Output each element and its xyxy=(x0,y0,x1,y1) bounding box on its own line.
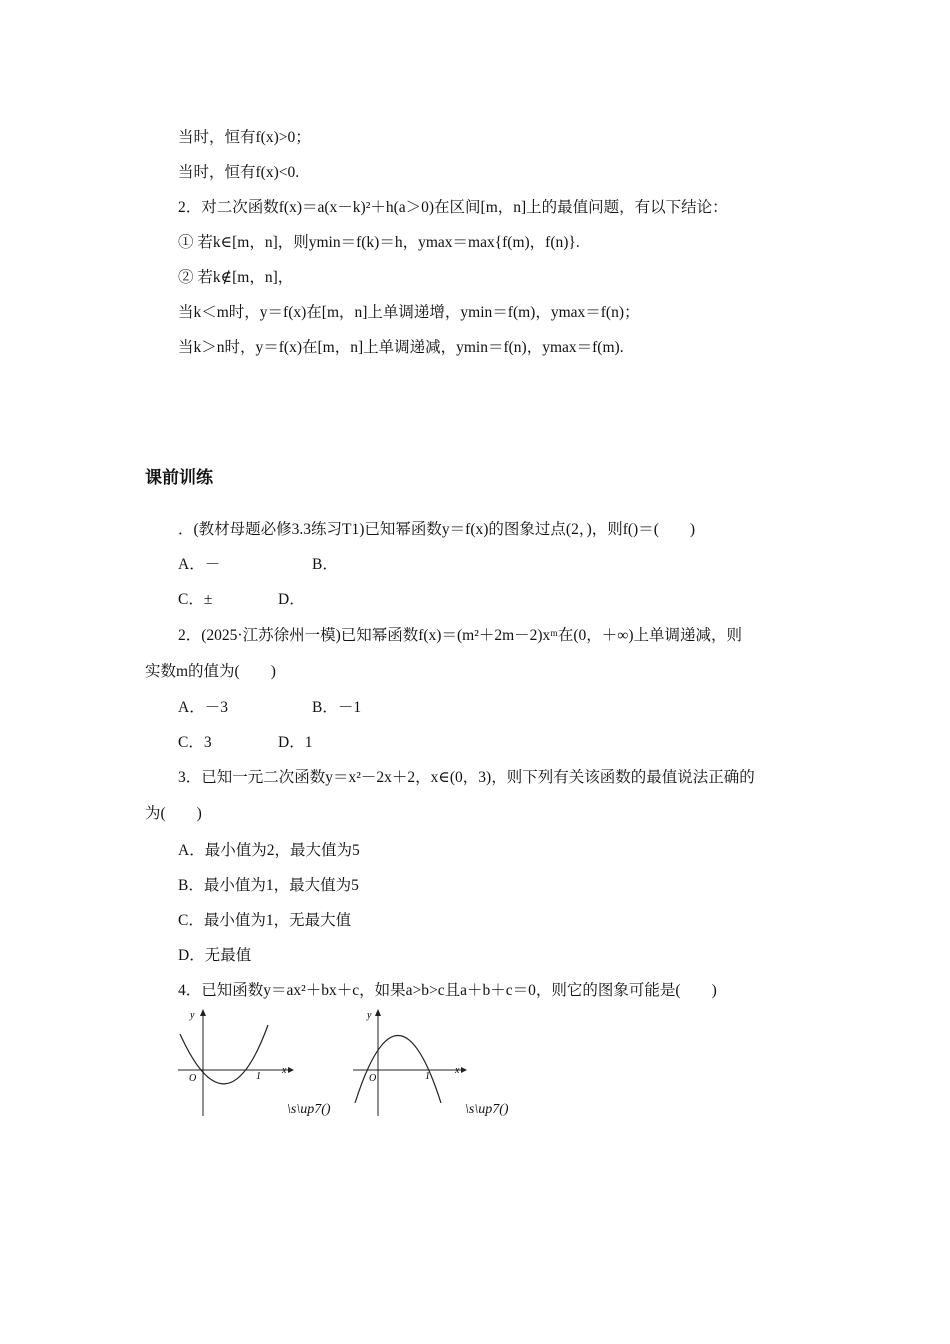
q1-stem: ．(教材母题必修3.3练习T1)已知幂函数y＝f(x)的图象过点(2，)，则f()＝( ) xyxy=(178,521,696,538)
q2-option-c: C．3 xyxy=(178,734,212,751)
q3-stem-line-2: 为( ) xyxy=(145,805,202,822)
q2-stem-line-1: 2．(2025·江苏徐州一模)已知幂函数f(x)＝(m²＋2m－2)xᵐ在(0，＋∞)上单调递减，则 xyxy=(178,627,743,644)
q3-option-c: C．最小值为1，无最大值 xyxy=(178,912,352,929)
note-case-1: ① 若k∈[m，n]，则ymin＝f(k)＝h，ymax＝max{f(m)，f(n)}. xyxy=(178,234,580,251)
tick-label: 1 xyxy=(425,1071,430,1082)
note-case-2a: 当k＜m时，y＝f(x)在[m，n]上单调递增，ymin＝f(m)，ymax＝f(n)； xyxy=(178,304,640,321)
note-line-2: 当时，恒有f(x)<0. xyxy=(178,164,300,181)
note-item-2: 2．对二次函数f(x)＝a(x－k)²＋h(a＞0)在区间[m，n]上的最值问题，有以下结论： xyxy=(178,199,728,216)
q3-option-d: D．无最值 xyxy=(178,947,252,964)
y-axis-arrow xyxy=(375,1009,381,1016)
q2-option-a: A．－3 xyxy=(178,699,228,716)
note-case-2: ② 若k∉[m，n]， xyxy=(178,269,294,286)
q4-stem: 4．已知函数y＝ax²＋bx＋c，如果a>b>c且a＋b＋c＝0，则它的图象可能是( ) xyxy=(178,982,717,999)
q3-option-a: A．最小值为2，最大值为5 xyxy=(178,842,360,859)
tick-label: 1 xyxy=(256,1071,261,1082)
q4-graph-1-caption: \s\up7() xyxy=(287,1102,331,1117)
origin-label: O xyxy=(189,1073,197,1084)
parabola-curve xyxy=(355,1036,441,1104)
section-title: 课前训练 xyxy=(145,468,213,488)
q2-option-b: B．－1 xyxy=(312,699,362,716)
x-axis-label: x xyxy=(455,1065,460,1076)
q4-graph-2-caption: \s\up7() xyxy=(465,1102,509,1117)
q2-stem-line-2: 实数m的值为( ) xyxy=(145,663,276,680)
x-axis-arrow xyxy=(461,1067,467,1073)
q1-option-d: D． xyxy=(278,591,305,608)
x-axis-arrow xyxy=(288,1067,294,1073)
origin-label: O xyxy=(369,1073,377,1084)
q3-option-b: B．最小值为1，最大值为5 xyxy=(178,877,359,894)
note-case-2b: 当k＞n时，y＝f(x)在[m，n]上单调递减，ymin＝f(n)，ymax＝f(m). xyxy=(178,339,624,356)
y-axis-label: y xyxy=(190,1010,195,1021)
q2-option-d: D．1 xyxy=(278,734,313,751)
q4-graph-2 xyxy=(345,1008,470,1125)
q1-option-b: B． xyxy=(312,556,338,573)
q1-option-c: C．± xyxy=(178,591,213,608)
q4-graph-1 xyxy=(170,1008,295,1125)
y-axis-arrow xyxy=(200,1009,206,1016)
y-axis-label: y xyxy=(367,1010,372,1021)
q1-option-a: A．－ xyxy=(178,556,221,573)
x-axis-label: x xyxy=(282,1065,287,1076)
note-line-1: 当时，恒有f(x)>0； xyxy=(178,129,311,146)
q3-stem-line-1: 3．已知一元二次函数y＝x²－2x＋2，x∈(0，3)，则下列有关该函数的最值说法正确的 xyxy=(178,769,755,786)
